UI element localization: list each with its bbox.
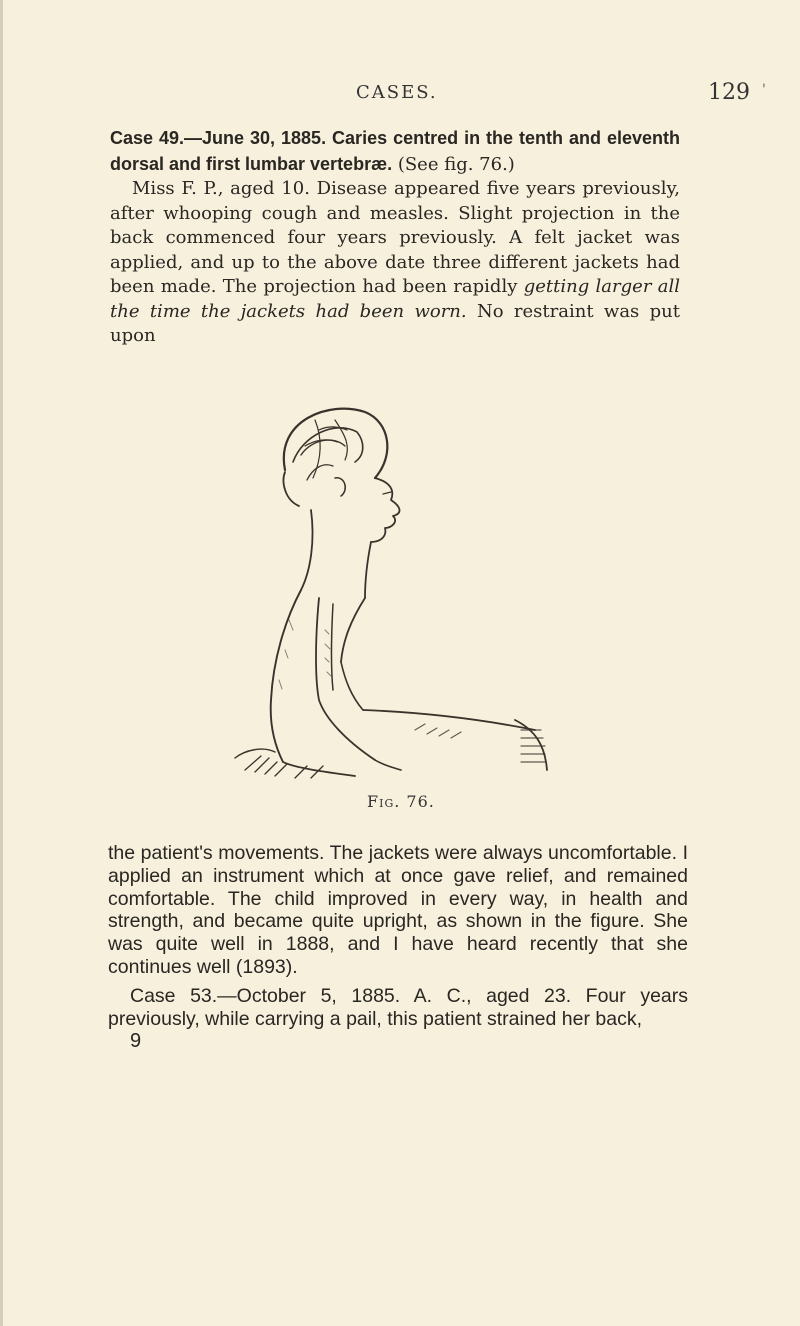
case-53-heading: Case 53.—October 5, 1885. (130, 984, 401, 1007)
running-title: CASES. (356, 82, 438, 103)
case-53-paragraph (108, 985, 688, 1031)
case-49-text (110, 126, 680, 349)
signature-mark: 9 (130, 1030, 142, 1052)
patient-side-view-drawing (215, 400, 555, 785)
case-49-body-end: No restraint was put upon (110, 300, 680, 346)
case-49-body-italic: getting larger all the time the jackets had been worn. (110, 276, 680, 322)
case-53-body: A. C., aged 23. Four years previously, while carrying a pail, this patient strained her back, (108, 984, 689, 1030)
page-edge (0, 0, 3, 1326)
continuation-paragraph: the patient's movements. The jackets were always uncomfortable. I applied an instrument which at once gave relief, and remained comfortable. The child improved in every way, in health and strength, and became quite upright, as shown in the figure. She was quite well in 1888, and I have heard recently that she continues well (1893). (108, 842, 688, 978)
figure-76-illustration (215, 400, 555, 785)
figure-reference: (See fig. 76.) (397, 153, 515, 175)
page-number: 129 (708, 80, 750, 105)
case-49-body-start: Miss F. P., aged 10. Disease appeared five years previously, after whooping cough and measles. Slight projection in the back commenced four years previously. A felt jacket was applied, and up to the above date three different jackets had been made. The projection had been rapidly (110, 178, 680, 297)
case-49-heading: Case 49.—June 30, 1885. Caries centred in the tenth and eleventh dorsal and first lumbar vertebræ. (110, 128, 680, 174)
case-49-body (110, 177, 680, 349)
corner-mark: ' (762, 82, 766, 98)
case-49-heading-paragraph (110, 126, 680, 177)
figure-caption: Fig. 76. (367, 792, 435, 811)
continuation-text (108, 842, 688, 1030)
